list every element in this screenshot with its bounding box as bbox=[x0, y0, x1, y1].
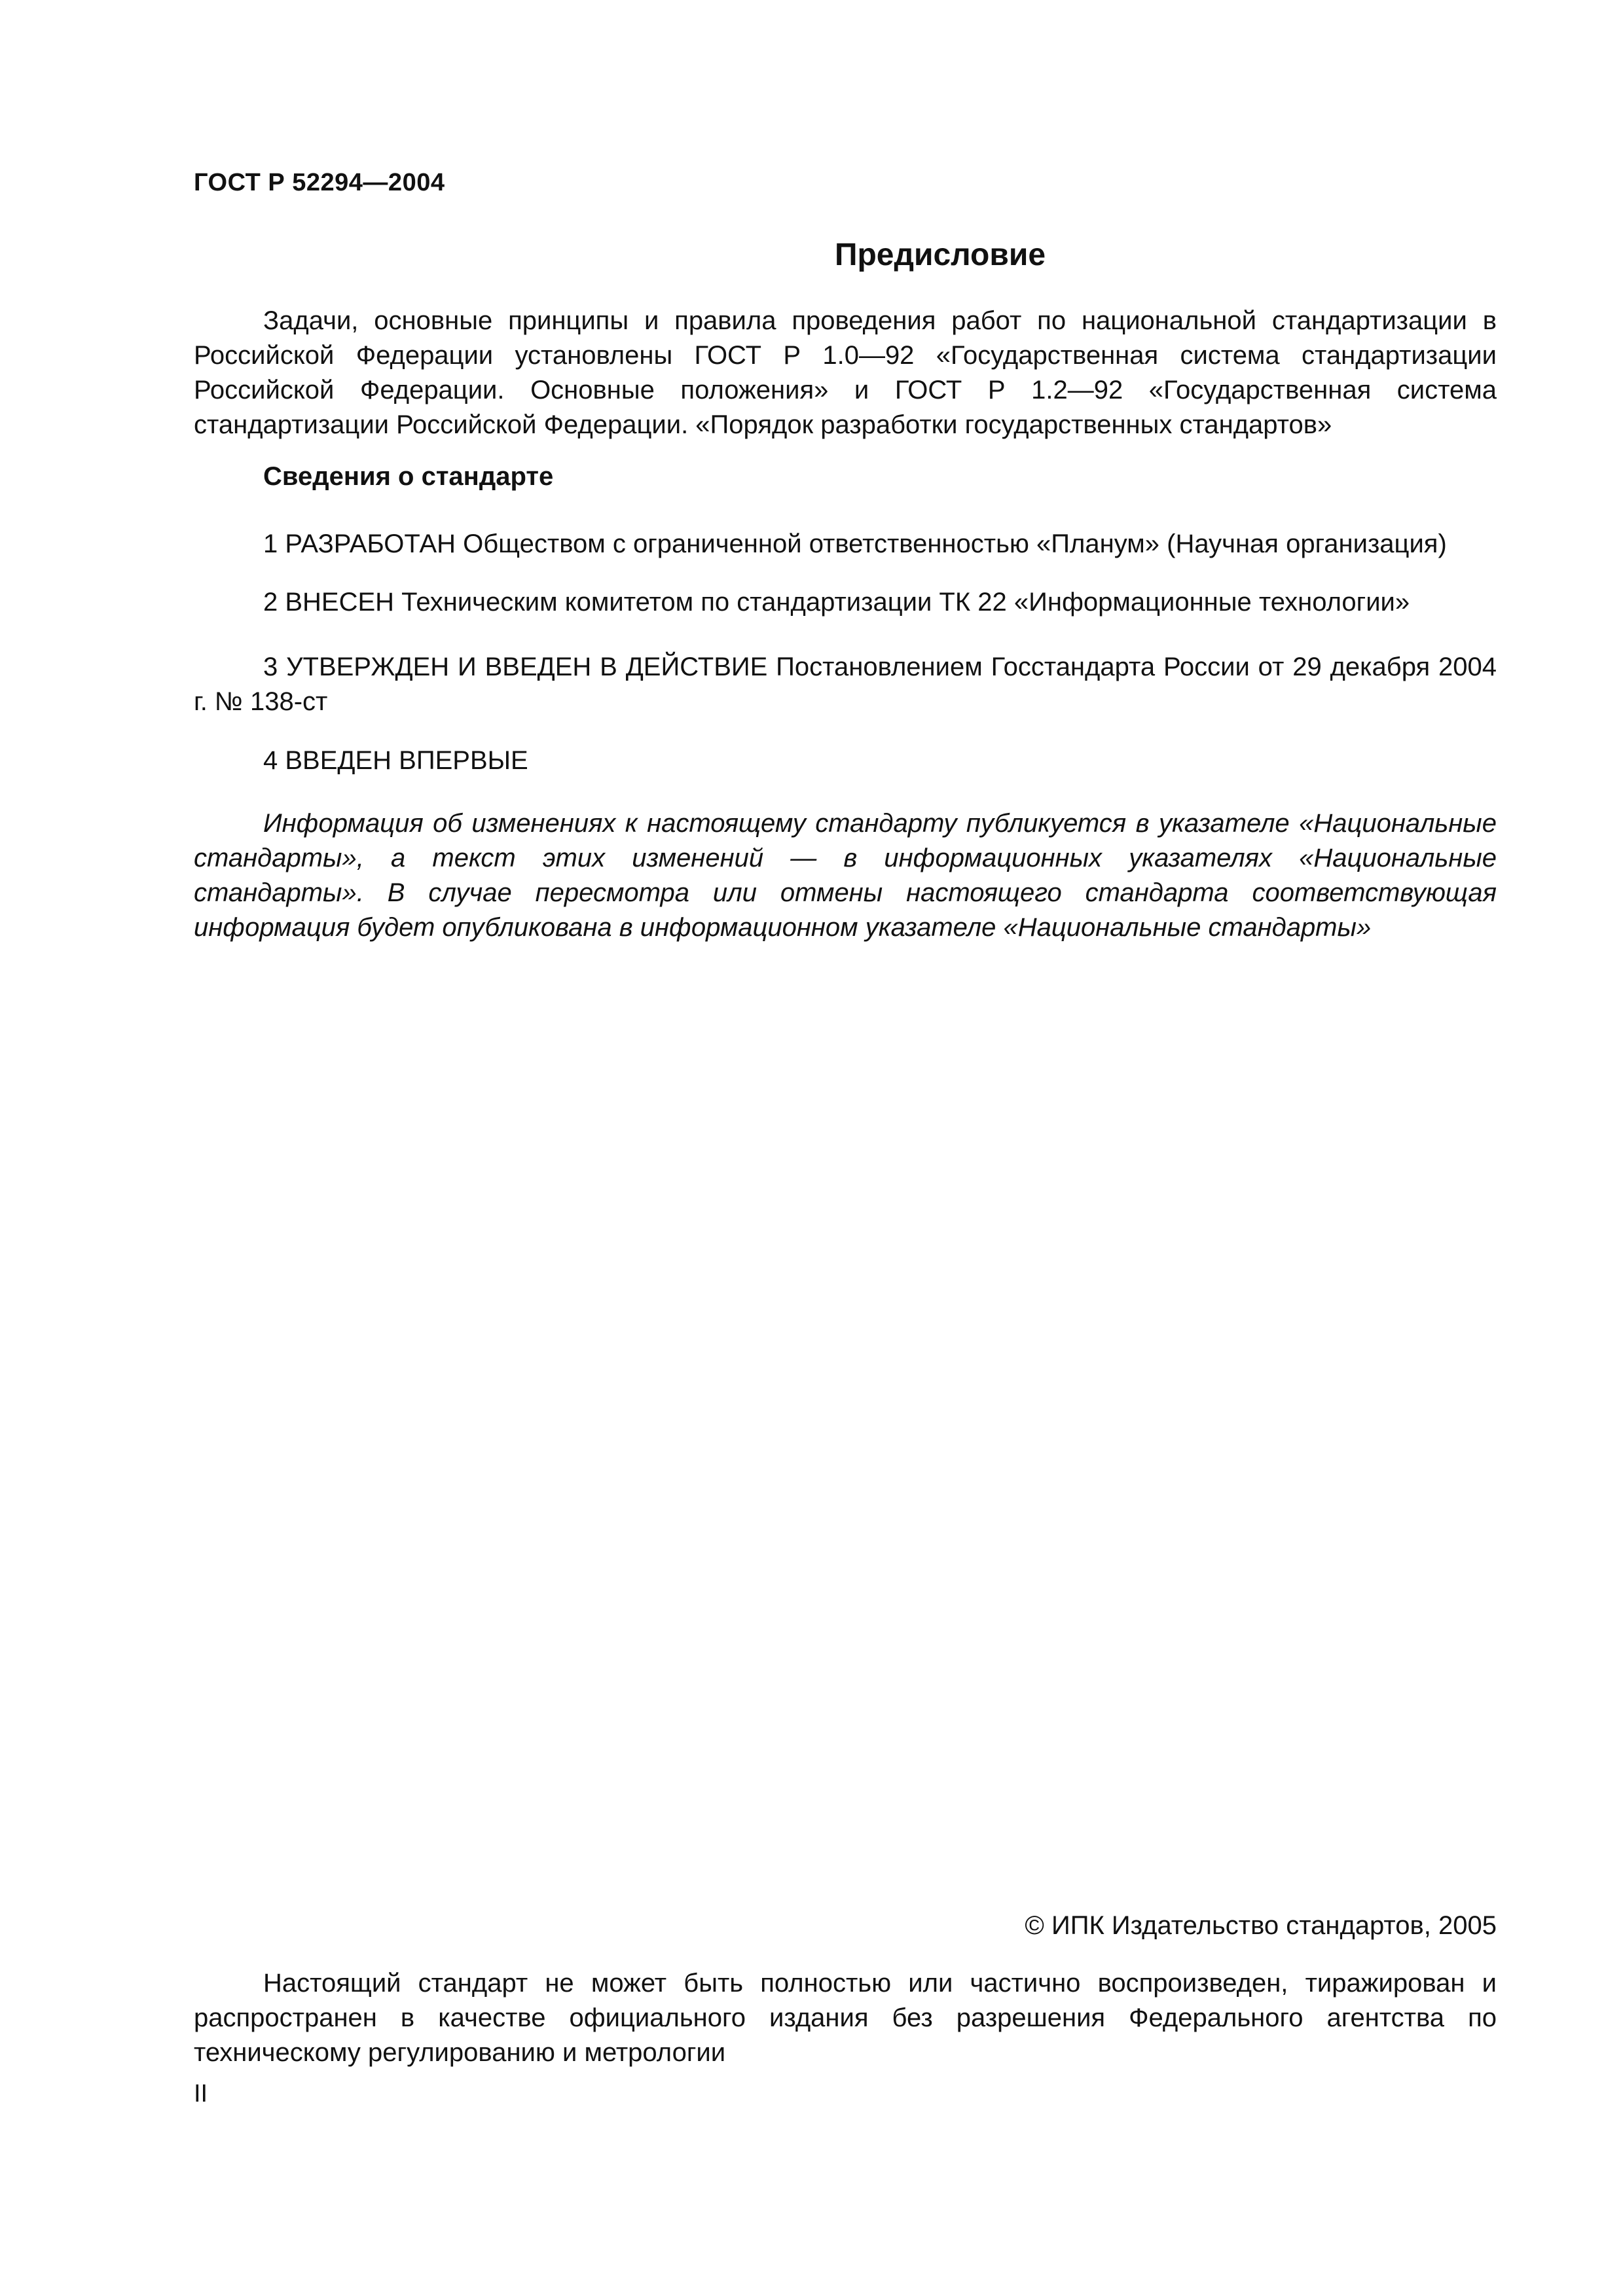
foreword-title: Предисловие bbox=[834, 238, 1046, 272]
reproduction-notice: Настоящий стандарт не может быть полностью или частично воспроизведен, тиражирован и распространен в качестве официального издания без разрешения Федерального агентства по техническому регулированию и метрологии bbox=[194, 1969, 1497, 2067]
standard-info-heading: Сведения о стандарте bbox=[263, 462, 554, 491]
changes-info-paragraph: Информация об изменениях к настоящему стандарту публикуется в указателе «Национальные стандарты», а текст этих изменений — в информационных указателях «Национальные стандарты». В случае пересмотра или отмены настоящего стандарта соответствующая информация будет опубликована в информационном указателе «Национальные стандарты» bbox=[194, 809, 1497, 942]
standard-info-item-introduced: 2 ВНЕСЕН Техническим комитетом по стандартизации ТК 22 «Информационные технологии» bbox=[263, 588, 1410, 617]
page-number: II bbox=[194, 2080, 208, 2108]
standard-info-item-first-introduced: 4 ВВЕДЕН ВПЕРВЫЕ bbox=[263, 746, 528, 775]
copyright-line: © ИПК Издательство стандартов, 2005 bbox=[1025, 1911, 1497, 1940]
foreword-intro-paragraph: Задачи, основные принципы и правила проведения работ по национальной стандартизации в Российской Федерации установлены ГОСТ Р 1.0—92 «Государственная система стандартизации Российской Федерации. Основные положения» и ГОСТ Р 1.2—92 «Государственная система стандартизации Российской Федерации. «Порядок разработки государственных стандартов» bbox=[194, 306, 1497, 439]
standard-info-item-developed: 1 РАЗРАБОТАН Обществом с ограниченной ответственностью «Планум» (Научная организация) bbox=[263, 529, 1447, 558]
standard-info-item-approved: 3 УТВЕРЖДЕН И ВВЕДЕН В ДЕЙСТВИЕ Постановлением Госстандарта России от 29 декабря 2004 г. № 138-ст bbox=[194, 653, 1497, 716]
document-code: ГОСТ Р 52294—2004 bbox=[194, 169, 445, 196]
